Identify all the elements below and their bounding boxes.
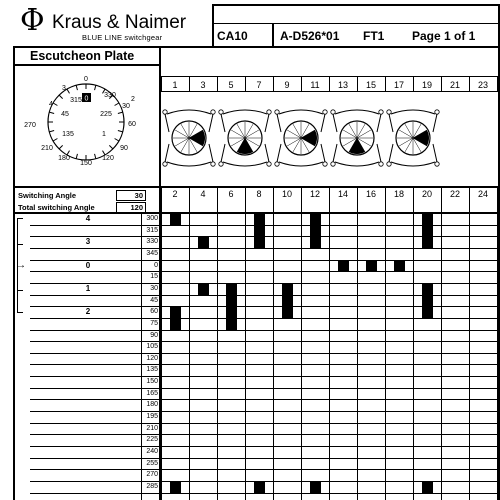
table-row-line	[30, 260, 499, 261]
closed-contact-cell	[226, 307, 237, 318]
dial-label-2: 2	[131, 96, 135, 103]
angle-value: 0	[154, 262, 158, 269]
switching-angle-label: Switching Angle	[18, 191, 77, 200]
closed-contact-cell	[422, 296, 433, 307]
contact-number-bottom: 20	[421, 189, 432, 199]
closed-contact-cell	[198, 284, 209, 295]
angle-value: 195	[146, 413, 158, 420]
product-code: CA10	[217, 29, 248, 43]
contact-number-top: 3	[200, 80, 206, 90]
contact-number-top: 11	[310, 80, 320, 90]
table-row-line	[30, 271, 499, 272]
bracket-tick	[17, 290, 23, 291]
angle-value: 255	[146, 460, 158, 467]
switching-section-line	[13, 186, 499, 188]
contact-column-separator-top	[497, 76, 498, 92]
frame-top-line	[13, 46, 499, 48]
switch-position-label: 3	[85, 237, 91, 246]
dial-label-60: 60	[128, 121, 136, 128]
closed-contact-cell	[282, 284, 293, 295]
angle-value: 150	[146, 378, 158, 385]
contact-number-bottom: 10	[281, 189, 292, 199]
svg-text:0: 0	[84, 95, 89, 103]
table-row-line	[30, 399, 499, 400]
dial-label-30: 30	[122, 103, 130, 110]
contact-cam-icon	[387, 110, 439, 166]
contact-number-bottom: 2	[172, 189, 178, 199]
total-switching-angle-label: Total switching Angle	[18, 203, 95, 212]
contact-number-top: 5	[228, 80, 234, 90]
angle-value: 15	[150, 273, 158, 280]
table-row-line	[30, 388, 499, 389]
contact-cam-icon	[163, 110, 215, 166]
closed-contact-cell	[422, 482, 433, 493]
angle-value: 90	[150, 332, 158, 339]
contact-number-top: 15	[365, 80, 376, 90]
brand-name: Kraus & Naimer	[52, 12, 187, 33]
angle-value: 240	[146, 448, 158, 455]
switch-position-label: 1	[85, 284, 91, 293]
contact-number-top: 19	[421, 80, 432, 90]
angle-value: 45	[150, 297, 158, 304]
table-column-line	[273, 213, 274, 500]
closed-contact-cell	[422, 284, 433, 295]
closed-contact-cell	[254, 226, 265, 237]
bracket-tick	[17, 312, 23, 313]
dial-label-3: 3	[62, 85, 66, 92]
variant-code: FT1	[363, 29, 385, 43]
dial-label-270: 270	[24, 122, 36, 129]
contact-number-bottom: 8	[256, 189, 262, 199]
total-switching-angle-value: 120	[116, 202, 146, 213]
table-row-line	[30, 376, 499, 377]
contact-number-bottom: 24	[477, 189, 488, 199]
dial-label-120: 120	[102, 155, 114, 162]
table-row-line	[30, 341, 499, 342]
closed-contact-cell	[254, 214, 265, 225]
angle-value: 105	[146, 343, 158, 350]
table-column-line	[497, 213, 498, 500]
angle-value: 345	[146, 250, 158, 257]
table-row-line	[30, 434, 499, 435]
brand-subline: BLUE LINE switchgear	[82, 33, 163, 42]
contact-column-separator-bottom	[497, 186, 498, 214]
angle-value: 135	[146, 366, 158, 373]
contact-number-top: 23	[477, 80, 488, 90]
drawing-code: A-D526*01	[280, 29, 340, 43]
table-column-line	[217, 213, 218, 500]
closed-contact-cell	[394, 261, 405, 272]
dial-label-0: 0	[84, 76, 88, 83]
home-position-arrow-icon: →	[16, 260, 26, 271]
title-box-top-line	[212, 4, 500, 6]
closed-contact-cell	[198, 237, 209, 248]
closed-contact-cell	[422, 307, 433, 318]
contact-number-bottom: 16	[365, 189, 376, 199]
contact-number-bottom: 14	[337, 189, 348, 199]
angle-value: 60	[150, 308, 158, 315]
closed-contact-cell	[226, 296, 237, 307]
contact-number-top: 9	[284, 80, 290, 90]
contact-elements-diagram	[161, 92, 500, 186]
contact-number-bottom: 6	[228, 189, 234, 199]
closed-contact-cell	[282, 296, 293, 307]
angle-value: 315	[146, 227, 158, 234]
switch-position-label: 2	[85, 307, 91, 316]
table-row-line	[30, 469, 499, 470]
table-row-line	[30, 330, 499, 331]
angle-value: 300	[146, 215, 158, 222]
table-row-line	[30, 353, 499, 354]
closed-contact-cell	[310, 226, 321, 237]
table-column-line	[357, 213, 358, 500]
dial-label-315: 315	[70, 97, 82, 104]
dial-label-45: 45	[61, 111, 69, 118]
dial-label-330: 330	[104, 92, 116, 99]
angle-value: 285	[146, 483, 158, 490]
table-row-line	[30, 458, 499, 459]
angle-value: 165	[146, 390, 158, 397]
switching-angle-value: 30	[116, 190, 146, 201]
closed-contact-cell	[170, 307, 181, 318]
closed-contact-cell	[226, 284, 237, 295]
angle-value: 180	[146, 401, 158, 408]
table-column-line	[301, 213, 302, 500]
switch-position-label: 0	[85, 261, 91, 270]
angle-value: 75	[150, 320, 158, 327]
angle-value: 120	[146, 355, 158, 362]
closed-contact-cell	[422, 214, 433, 225]
escutcheon-title-line	[13, 64, 160, 66]
table-row-line	[30, 423, 499, 424]
dial-label-1: 1	[102, 131, 106, 138]
closed-contact-cell	[170, 482, 181, 493]
table-column-line	[441, 213, 442, 500]
table-column-line	[189, 213, 190, 500]
contact-number-bottom: 12	[309, 189, 320, 199]
angle-value: 225	[146, 436, 158, 443]
escutcheon-title: Escutcheon Plate	[30, 49, 135, 63]
contact-number-bottom: 22	[449, 189, 460, 199]
table-column-line	[385, 213, 386, 500]
contact-cam-icon	[275, 110, 327, 166]
closed-contact-cell	[254, 237, 265, 248]
dial-label-225: 225	[100, 111, 112, 118]
table-column-line	[161, 213, 162, 500]
table-row-line	[30, 318, 499, 319]
table-row-line	[30, 248, 499, 249]
dial-label-4: 4	[49, 101, 53, 108]
closed-contact-cell	[366, 261, 377, 272]
dial-label-150: 150	[80, 160, 92, 167]
closed-contact-cell	[310, 482, 321, 493]
bracket-tick	[17, 244, 23, 245]
contact-number-top: 21	[449, 80, 460, 90]
dial-label-180: 180	[58, 155, 70, 162]
contact-number-top: 7	[256, 80, 262, 90]
table-row-line	[30, 446, 499, 447]
contact-number-bottom: 18	[393, 189, 404, 199]
angle-value: 330	[146, 238, 158, 245]
dial-label-210: 210	[41, 145, 53, 152]
title-box-divider	[272, 23, 274, 47]
contact-number-top: 13	[337, 80, 348, 90]
closed-contact-cell	[422, 237, 433, 248]
table-column-line	[329, 213, 330, 500]
switch-position-label: 4	[85, 214, 91, 223]
closed-contact-cell	[310, 237, 321, 248]
table-row-line	[30, 364, 499, 365]
closed-contact-cell	[338, 261, 349, 272]
contact-number-bottom: 4	[200, 189, 206, 199]
closed-contact-cell	[254, 482, 265, 493]
title-box-mid-line	[212, 23, 500, 24]
frame-left-line	[13, 46, 15, 500]
table-column-line	[245, 213, 246, 500]
bracket-tick	[17, 218, 23, 219]
angle-value: 210	[146, 425, 158, 432]
table-column-line	[469, 213, 470, 500]
brand-logo-icon: Φ	[20, 3, 45, 38]
table-row-line	[30, 493, 499, 494]
angle-value: 270	[146, 471, 158, 478]
contact-cam-icon	[219, 110, 271, 166]
contact-cam-icon	[331, 110, 383, 166]
table-column-line	[413, 213, 414, 500]
contact-number-top: 1	[172, 80, 178, 90]
closed-contact-cell	[310, 214, 321, 225]
table-row-line	[30, 411, 499, 412]
closed-contact-cell	[422, 226, 433, 237]
page-indicator: Page 1 of 1	[412, 29, 476, 43]
closed-contact-cell	[282, 307, 293, 318]
contact-number-top: 17	[393, 80, 404, 90]
angle-value: 30	[150, 285, 158, 292]
closed-contact-cell	[226, 319, 237, 330]
escutcheon-dial	[20, 70, 160, 180]
closed-contact-cell	[170, 214, 181, 225]
dial-label-90: 90	[120, 145, 128, 152]
title-box-left-line	[212, 4, 214, 48]
closed-contact-cell	[170, 319, 181, 330]
dial-label-135: 135	[62, 131, 74, 138]
